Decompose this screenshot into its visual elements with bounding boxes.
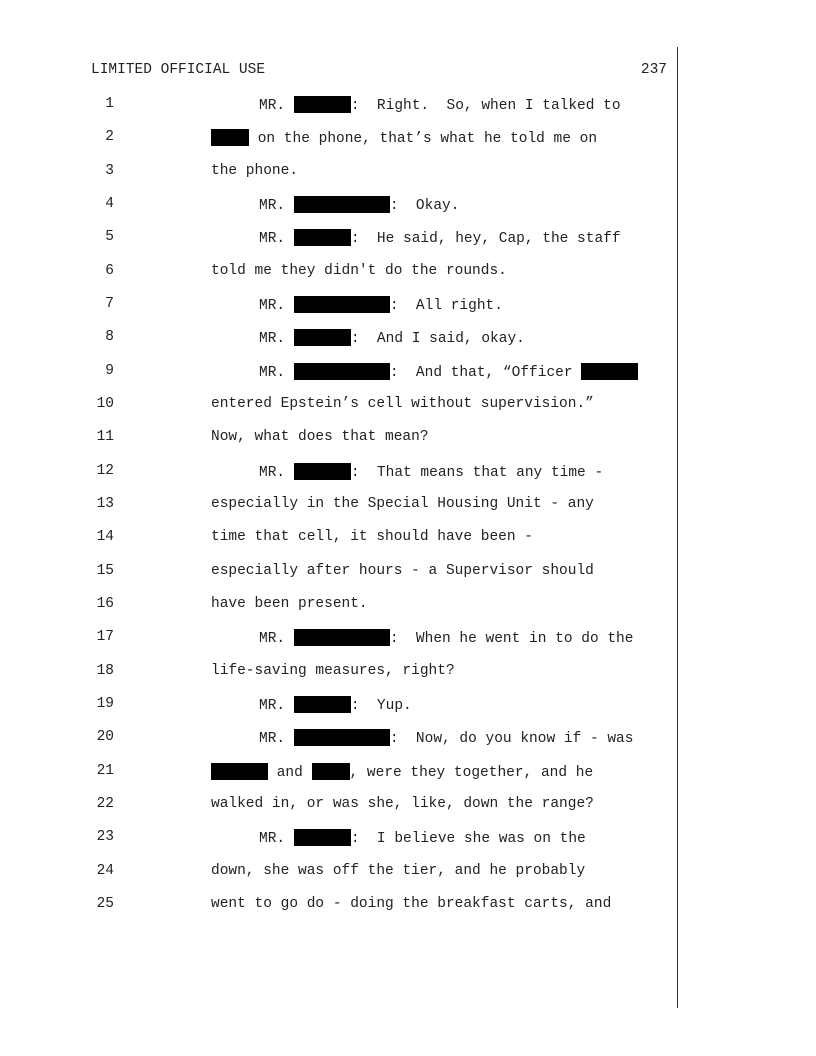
line-number: 11 (96, 429, 114, 445)
line-text: MR. : And that, “Officer (259, 363, 638, 381)
transcript-line-23 (0, 829, 816, 849)
line-text: especially in the Special Housing Unit - any (211, 496, 594, 512)
transcript-line-17 (0, 629, 816, 649)
line-text: have been present. (211, 596, 368, 612)
line-number: 2 (105, 129, 114, 145)
redaction-box (294, 829, 351, 846)
line-text: MR. : He said, hey, Cap, the staff (259, 231, 621, 247)
redaction-box (312, 763, 350, 780)
transcript-line-4 (0, 196, 816, 216)
transcript-line-20 (0, 729, 816, 749)
redaction-box (294, 696, 351, 713)
line-text: life-saving measures, right? (211, 663, 455, 679)
transcript-line-14 (0, 529, 816, 549)
transcript-line-8 (0, 329, 816, 349)
transcript-line-16 (0, 596, 816, 616)
line-text: told me they didn't do the rounds. (211, 263, 507, 279)
line-number: 16 (96, 596, 114, 612)
line-text: MR. : Okay. (259, 198, 460, 214)
redaction-box (294, 96, 351, 113)
transcript-line-11 (0, 429, 816, 449)
line-number: 20 (96, 729, 114, 745)
line-number: 24 (96, 863, 114, 879)
line-text: MR. : Right. So, when I talked to (259, 98, 621, 114)
line-text: and , were they together, and he (211, 763, 593, 781)
line-text: walked in, or was she, like, down the range? (211, 796, 594, 812)
transcript-line-7 (0, 296, 816, 316)
line-number: 13 (96, 496, 114, 512)
line-text: MR. : That means that any time - (259, 465, 604, 481)
transcript-line-2 (0, 129, 816, 149)
transcript-line-25 (0, 896, 816, 916)
line-number: 4 (105, 196, 114, 212)
line-text: went to go do - doing the breakfast carts, and (211, 896, 612, 912)
line-number: 6 (105, 263, 114, 279)
line-number: 18 (96, 663, 114, 679)
line-number: 7 (105, 296, 114, 312)
transcript-line-15 (0, 563, 816, 583)
classification-header: LIMITED OFFICIAL USE (91, 62, 266, 78)
line-text: MR. : I believe she was on the (259, 831, 586, 847)
line-text: time that cell, it should have been - (211, 529, 533, 545)
line-text: Now, what does that mean? (211, 429, 429, 445)
line-number: 1 (105, 96, 114, 112)
redaction-box (294, 363, 390, 380)
transcript-line-1 (0, 96, 816, 116)
transcript-line-22 (0, 796, 816, 816)
line-text: on the phone, that’s what he told me on (211, 129, 597, 147)
line-text: MR. : And I said, okay. (259, 331, 525, 347)
redaction-box (294, 463, 351, 480)
transcript-line-10 (0, 396, 816, 416)
line-number: 9 (105, 363, 114, 379)
line-text: the phone. (211, 163, 299, 179)
line-text: MR. : Now, do you know if - was (259, 731, 634, 747)
line-number: 19 (96, 696, 114, 712)
line-text: MR. : All right. (259, 298, 503, 314)
line-number: 14 (96, 529, 114, 545)
line-number: 15 (96, 563, 114, 579)
redaction-box (294, 729, 390, 746)
line-number: 5 (105, 229, 114, 245)
transcript-line-5 (0, 229, 816, 249)
line-text: MR. : When he went in to do the (259, 631, 634, 647)
line-number: 10 (96, 396, 114, 412)
transcript-line-21 (0, 763, 816, 783)
transcript-line-9 (0, 363, 816, 383)
redaction-box (294, 196, 390, 213)
transcript-line-6 (0, 263, 816, 283)
line-number: 17 (96, 629, 114, 645)
line-number: 12 (96, 463, 114, 479)
page-number: 237 (640, 62, 667, 78)
transcript-line-24 (0, 863, 816, 883)
line-text: MR. : Yup. (259, 698, 412, 714)
line-number: 3 (105, 163, 114, 179)
line-text: especially after hours - a Supervisor should (211, 563, 594, 579)
line-text: entered Epstein’s cell without supervision.” (211, 396, 594, 412)
redaction-box (294, 296, 390, 313)
redaction-box (211, 763, 268, 780)
transcript-line-19 (0, 696, 816, 716)
line-number: 23 (96, 829, 114, 845)
redaction-box (294, 329, 351, 346)
line-text: down, she was off the tier, and he probably (211, 863, 586, 879)
line-number: 21 (96, 763, 114, 779)
transcript-line-18 (0, 663, 816, 683)
transcript-line-13 (0, 496, 816, 516)
line-number: 8 (105, 329, 114, 345)
transcript-line-3 (0, 163, 816, 183)
redaction-box (294, 629, 390, 646)
redaction-box (581, 363, 638, 380)
line-number: 25 (96, 896, 114, 912)
transcript-line-12 (0, 463, 816, 483)
redaction-box (294, 229, 351, 246)
line-number: 22 (96, 796, 114, 812)
redaction-box (211, 129, 249, 146)
